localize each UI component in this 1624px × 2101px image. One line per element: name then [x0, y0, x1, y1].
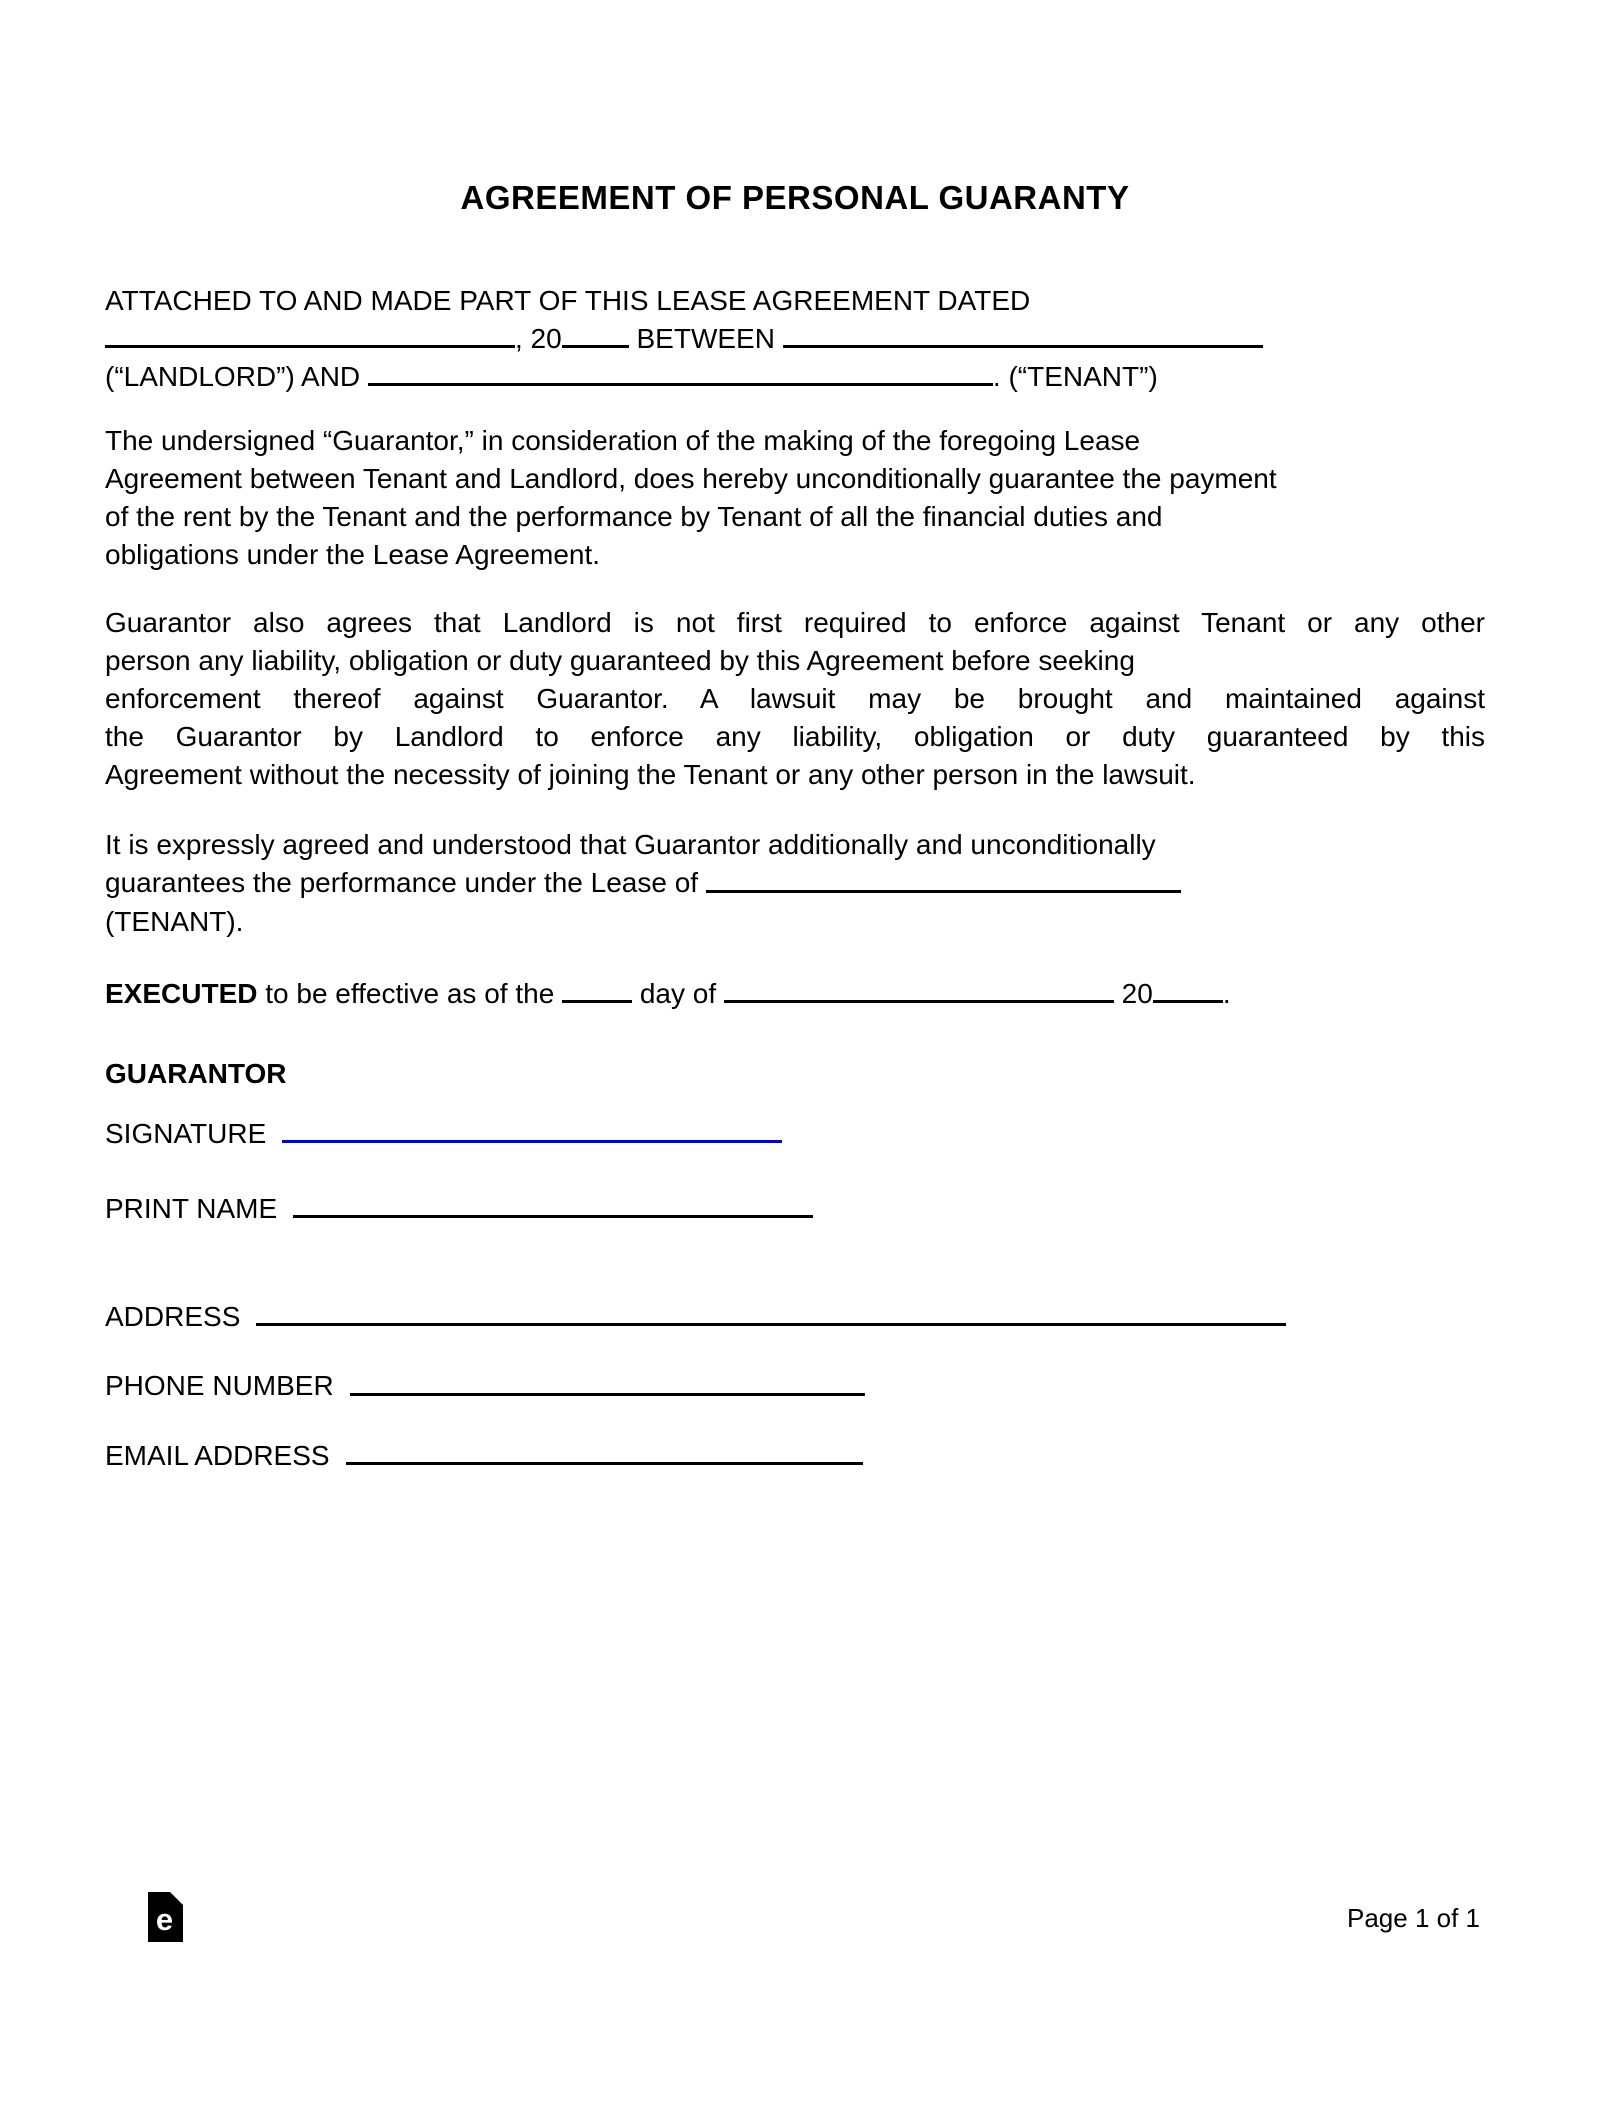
performance-text: guarantees the performance under the Lease of: [105, 867, 699, 899]
paragraph-enforcement-line2: person any liability, obligation or duty guaranteed by this Agreement before seeking: [105, 645, 1135, 677]
attached-clause-line2: [105, 320, 1485, 358]
page-number: Page 1 of 1: [1347, 1903, 1480, 1933]
attached-clause: [105, 282, 1485, 396]
signature-label: SIGNATURE: [105, 1117, 267, 1149]
paragraph-performance-line1: It is expressly agreed and understood that Guarantor additionally and unconditionally: [105, 829, 1156, 861]
execution-month-blank[interactable]: [724, 975, 1114, 1003]
field-phone-number: [105, 1367, 1485, 1405]
tenant-performance-blank[interactable]: [706, 864, 1181, 892]
phone-number-blank[interactable]: [350, 1367, 865, 1395]
paragraph-performance: [105, 826, 1485, 940]
paragraph-guaranty: [105, 422, 1485, 574]
executed-text1: to be effective as of the: [265, 977, 555, 1009]
executed-text2: day of: [639, 977, 717, 1009]
paragraph-guaranty-line4: obligations under the Lease Agreement.: [105, 539, 601, 571]
field-address: [105, 1298, 1485, 1336]
field-signature: [105, 1115, 1485, 1153]
attached-clause-line1: ATTACHED TO AND MADE PART OF THIS LEASE AGREEMENT DATED: [105, 285, 1031, 316]
email-address-blank[interactable]: [346, 1437, 863, 1465]
execution-day-blank[interactable]: [562, 975, 632, 1003]
landlord-name-blank[interactable]: [783, 320, 1263, 348]
paragraph-enforcement-line1: Guarantor also agrees that Landlord is not first required to enforce against Tenant or any other: [105, 607, 1485, 639]
field-email-address: [105, 1437, 1485, 1475]
execution-year-blank[interactable]: [1153, 975, 1223, 1003]
executed-clause: [105, 975, 1485, 1013]
tenant-name-blank[interactable]: [368, 358, 993, 386]
address-label: ADDRESS: [105, 1301, 241, 1333]
executed-period: .: [1222, 977, 1231, 1009]
paragraph-enforcement: [105, 604, 1485, 794]
print-name-label: PRINT NAME: [105, 1193, 278, 1225]
paragraph-guaranty-line3: of the rent by the Tenant and the performance by Tenant of all the financial duties and: [105, 501, 1163, 533]
lease-year-blank[interactable]: [562, 320, 629, 348]
field-print-name: [105, 1190, 1485, 1228]
executed-label: EXECUTED: [105, 977, 258, 1009]
paragraph-performance-line2: [105, 864, 1485, 902]
paragraph-guaranty-line1: The undersigned “Guarantor,” in consideration of the making of the foregoing Lease: [105, 425, 1141, 457]
clause-text-comma20: , 20: [515, 323, 562, 355]
clause-text-between: BETWEEN: [636, 323, 775, 355]
paragraph-enforcement-line4: the Guarantor by Landlord to enforce any liability, obligation or duty guaranteed by this: [105, 721, 1485, 753]
paragraph-guaranty-line2: Agreement between Tenant and Landlord, does hereby unconditionally guarantee the payment: [105, 463, 1277, 495]
paragraph-enforcement-line3: enforcement thereof against Guarantor. A lawsuit may be brought and maintained against: [105, 683, 1485, 715]
address-blank[interactable]: [256, 1298, 1286, 1326]
print-name-blank[interactable]: [293, 1190, 813, 1218]
clause-text-tenant: . (“TENANT”): [992, 361, 1158, 393]
phone-number-label: PHONE NUMBER: [105, 1370, 334, 1402]
logo-letter: e: [155, 1901, 174, 1937]
signature-line-blank[interactable]: [282, 1115, 782, 1143]
eforms-document-icon: [148, 1892, 183, 1942]
executed-text3: 20: [1121, 977, 1153, 1009]
clause-text-landlord: (“LANDLORD”) AND: [105, 361, 361, 393]
guarantor-heading: GUARANTOR: [105, 1057, 287, 1089]
paragraph-performance-line3: (TENANT).: [105, 905, 244, 937]
document-title: AGREEMENT OF PERSONAL GUARANTY: [460, 179, 1130, 216]
lease-date-blank[interactable]: [105, 320, 515, 348]
attached-clause-line3: [105, 358, 1485, 396]
paragraph-enforcement-line5: Agreement without the necessity of joining the Tenant or any other person in the lawsuit.: [105, 759, 1196, 791]
email-address-label: EMAIL ADDRESS: [105, 1439, 330, 1471]
